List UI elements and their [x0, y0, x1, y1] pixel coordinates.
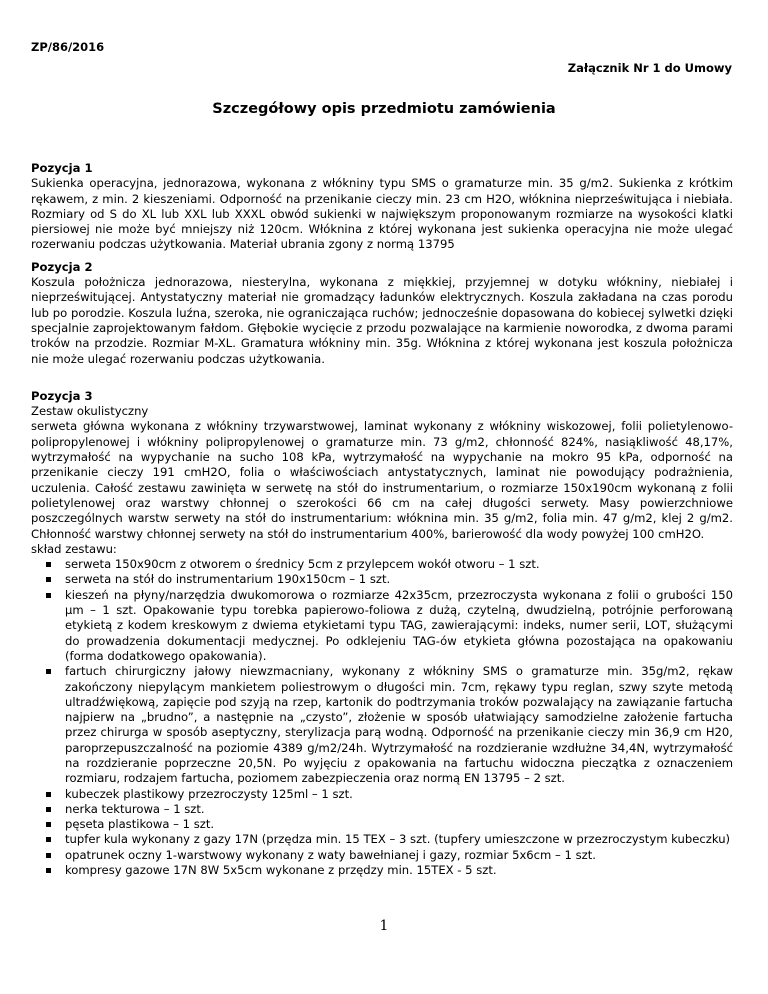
section-position-3 [31, 389, 733, 879]
list-label: skład zestawu: [31, 541, 117, 556]
kit-contents-list [31, 557, 733, 878]
document-reference: ZP/86/2016 [31, 40, 105, 54]
document-body [31, 161, 733, 878]
section-heading: Pozycja 3 [31, 388, 93, 403]
section-heading: Pozycja 1 [31, 161, 93, 175]
list-item: serweta 150x90cm z otworem o średnicy 5cm z przylepcem wokół otworu – 1 szt. [31, 557, 733, 572]
list-item: nerka tekturowa – 1 szt. [31, 802, 733, 817]
page-number: 1 [379, 918, 389, 934]
section-heading: Pozycja 2 [31, 259, 93, 274]
section-paragraph: serweta główna wykonana z włókniny trzywarstwowej, laminat wykonany z włókniny wiskozowej, folii polietylenowo-polipropylenowej i włókniny polipropylenowej o gramaturze min. 73 g/m2, chłonność 824%, nasiąkliwość 48,17%, wytrzymałość na wypychanie na sucho 108 kPa, wytrzymałość na wypychanie na mokro 95 kPa, odporność na przenikanie cieczy 191 cmH2O, folia o właściwościach antystatycznych, laminat nie powodujący podrażnienia, uczulenia. Całość zestawu zawinięta w serwetę na stół do instrumentarium, o rozmiarze 150x190cm wykonaną z folii polietylenowej oraz warstwy chłonnej o szerokości 66 cm na całej długości serwety. Masy powierzchniowe poszczególnych warstw serwety na stół do instrumentarium: włóknina min. 35 g/m2, folia min. 47 g/m2, klej 2 g/m2. Chłonność warstwy chłonnej serwety na stół do instrumentarium 400%, barierowość dla wody powyżej 100 cmH2O. [31, 419, 733, 541]
annex-label: Załącznik Nr 1 do Umowy [567, 61, 732, 75]
section-position-1 [31, 161, 733, 253]
section-paragraph: Sukienka operacyjna, jednorazowa, wykonana z włókniny typu SMS o gramaturze min. 35 g/m2. Sukienka z krótkim rękawem, z min. 2 kieszeniami. Odporność na przenikanie cieczy min. 23 cm H2O, włóknina nieprześwitująca i niebiała. Rozmiary od S do XL lub XXL lub XXXL obwód sukienki w największym proponowanym rozmiarze na wysokości klatki piersiowej nie może być mniejszy niż 120cm. Włóknina z której wykonana jest sukienka operacyjna nie może ulegać rozerwaniu podczas użytkowania. Materiał ubrania zgony z normą 13795 [31, 176, 733, 252]
section-paragraph: Koszula położnicza jednorazowa, niesterylna, wykonana z miękkiej, przyjemnej w dotyku włókniny, niebiałej i nieprześwitującej. Antystatyczny materiał nie gromadzący ładunków elektrycznych. Koszula zakładana na czas porodu lub po porodzie. Koszula luźna, szeroka, nie ograniczająca ruchów; jednocześnie dopasowana do kobiecej sylwetki dzięki specjalnie zaprojektowanym fałdom. Głębokie wycięcie z przodu pozwalające na karmienie noworodka, z dwoma parami troków na przodzie. Rozmiar M-XL. Gramatura włókniny min. 35g. Włóknina z której wykonana jest koszula położnicza nie może ulegać rozerwaniu podczas użytkowania. [31, 275, 733, 366]
list-item: kompresy gazowe 17N 8W 5x5cm wykonane z przędzy min. 15TEX - 5 szt. [31, 863, 733, 878]
list-item: kieszeń na płyny/narzędzia dwukomorowa o rozmiarze 42x35cm, przezroczysta wykonana z folii o grubości 150 µm – 1 szt. Opakowanie typu torebka papierowo-foliowa z dużą, czytelną, dwudzielną, potrójnie perforowaną etykietą z kodem kreskowym z dwiema etykietami typu TAG, zawierającymi: indeks, numer serii, LOT, służącymi do prowadzenia dokumentacji medycznej. Po odklejeniu TAG-ów etykieta główna pozostająca na opakowaniu (forma dodatkowego opakowania). [31, 588, 733, 664]
list-item: tupfer kula wykonany z gazy 17N (przędza min. 15 TEX – 3 szt. (tupfery umieszczone w przezroczystym kubeczku) [31, 832, 733, 847]
section-subheading: Zestaw okulistyczny [31, 404, 149, 419]
list-item: opatrunek oczny 1-warstwowy wykonany z waty bawełnianej i gazy, rozmiar 5x6cm – 1 szt. [31, 848, 733, 863]
list-item: pęseta plastikowa – 1 szt. [31, 817, 733, 832]
list-item: serweta na stół do instrumentarium 190x150cm – 1 szt. [31, 572, 733, 587]
page-title: Szczegółowy opis przedmiotu zamówienia [212, 101, 556, 117]
section-position-2 [31, 260, 733, 367]
list-item: kubeczek plastikowy przezroczysty 125ml – 1 szt. [31, 787, 733, 802]
list-item: fartuch chirurgiczny jałowy niewzmacniany, wykonany z włókniny SMS o gramaturze min. 35g/m2, rękaw zakończony niepylącym mankietem poliestrowym o długości min. 7cm, rękawy typu reglan, szwy szyte metodą ultradźwiękową, zapięcie pod szyją na rzep, kartonik do podtrzymania troków pozwalający na zawiązanie fartucha najpierw na „brudno”, a następnie na „czysto”, złożenie w sposób ułatwiający samodzielne założenie fartucha przez chirurga w sposób aseptyczny, sterylizacja parą wodną. Odporność na przenikanie cieczy min 36,9 cm H20, paroprzepuszczalność na poziomie 4389 g/m2/24h. Wytrzymałość na rozdzieranie wzdłużne 34,4N, wytrzymałość na rozdzieranie poprzeczne 20,5N. Po wyjęciu z opakowania na fartuchu widoczna pieczątka z oznaczeniem rozmiaru, rodzajem fartucha, poziomem zabezpieczenia oraz normą EN 13795 – 2 szt. [31, 664, 733, 786]
